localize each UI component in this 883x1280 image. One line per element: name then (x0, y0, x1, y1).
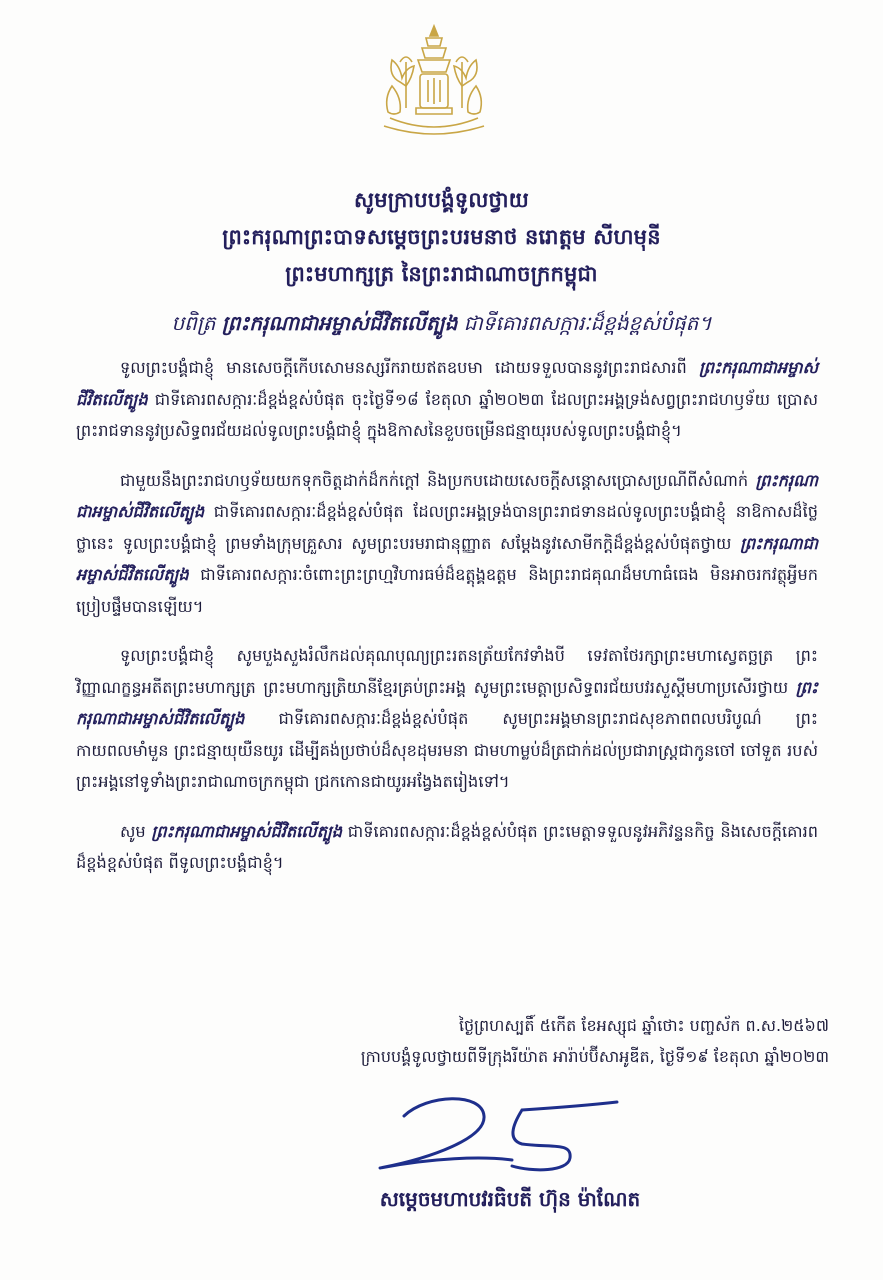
p1-text-a: ទូលព្រះបង្គំជាខ្ញុំ មានសេចក្តីកើបសោមនស្សរីករាយឥតឧបមា ដោយទទួលបាននូវព្រះរាជសារពី (120, 358, 687, 377)
date-block (209, 1010, 829, 1072)
address-prefix: បពិត្រ (171, 311, 216, 335)
p2-text-c: ជាទីគោរពសក្ការៈដ៏ខ្ពង់ខ្ពស់បំផុត ដែលព្រះអង្គទ្រង់បានព្រះរាជទានដល់ទូលព្រះបង្គំជាខ្ញុំ នាឱកាសដ៏ថ្លៃថ្លានេះ ទូលព្រះបង្គំជាខ្ញុំ ព្រមទាំងក្រុមគ្រួសារ សូមព្រះបរមរាជានុញ្ញាត សម្តែងនូវសោមីកក្តិដ៏ខ្ពង់ខ្ពស់បំផុតថ្វាយ (76, 502, 818, 553)
p4-text-c: ជាទីគោរពសក្ការៈដ៏ខ្ពង់ខ្ពស់បំផុត ព្រះមេត្តាទទួលនូវអភិវន្ទនកិច្ច និងសេចក្តីគោរពដ៏ខ្ពង់ខ្ពស់បំផុត ពីទូលព្រះបង្គំជាខ្ញុំ។ (76, 821, 818, 872)
p2-honorific-2: ព្រះករុណាជាអម្ចាស់ជីវិតលើត្បូង (76, 533, 818, 584)
handwritten-signature (372, 1086, 622, 1176)
letter-header (60, 182, 823, 293)
p1-honorific: ព្រះករុណាជាអម្ចាស់ជីវិតលើត្បូង (76, 358, 818, 409)
p3-text-a: ទូលព្រះបង្គំជាខ្ញុំ សូមបួងសួងរំលឹកដល់គុណបុណ្យព្រះរតនត្រ័យកែវទាំងបី ទេវតាថែរក្សាព្រះមហាស្វេតច្ឆត្រ ព្រះវិញ្ញាណក្ខន្ធអតីតព្រះមហាក្សត្រ ព្រះមហាក្សត្រិយានីខ្មែរគ្រប់ព្រះអង្គ សូមព្រះមេត្តាប្រសិទ្ធពរជ័យបវរសួស្តីមហាប្រសើរថ្វាយ (76, 646, 818, 697)
p3-text-c: ជាទីគោរពសក្ការៈដ៏ខ្ពង់ខ្ពស់បំផុត សូមព្រះអង្គមានព្រះរាជសុខភាពពលបរិបូណ៌ ព្រះកាយពលមាំមួន ព្រះជន្មាយុយឺនយូរ ដើម្បីគង់ប្រថាប់ដ៏សុខដុមរមនា ជាមហាម្លប់ដ៏ត្រជាក់ដល់ប្រជារាស្ត្រជាកូនចៅ ចៅទួត របស់ព្រះអង្គនៅទូទាំងព្រះរាជាណាចក្រកម្ពុជា ជ្រកកោនជាយូរអង្វែងតរៀងទៅ។ (76, 709, 818, 791)
paragraph-3 (76, 640, 818, 798)
paragraph-4 (76, 816, 818, 879)
signer-name: សម្តេចមហាបវរធិបតី ហ៊ុន ម៉ាណែត (379, 1187, 641, 1211)
salutation-line: សូមក្រាបបង្គំទូលថ្វាយ (354, 188, 529, 212)
paragraph-1 (76, 352, 818, 447)
address-line (80, 310, 803, 340)
letter-body (76, 352, 818, 897)
p3-honorific: ព្រះករុណាជាអម្ចាស់ជីវិតលើត្បូង (76, 677, 818, 728)
p4-honorific: ព្រះករុណាជាអម្ចាស់ជីវិតលើត្បូង (151, 821, 343, 841)
lunar-date: ថ្ងៃព្រហស្បតិ៍ ៥កើត ខែអស្សុជ ឆ្នាំថោះ បញ្ចស័ក ព.ស.២៥៦៧ (458, 1016, 829, 1035)
address-title: ព្រះករុណាជាអម្ចាស់ជីវិតលើត្បូង (221, 311, 458, 335)
p2-text-a: ជាមួយនឹងព្រះរាជហឫទ័យយកទុកចិត្តដាក់ដ៏កក់ក្តៅ និងប្រកបដោយសេចក្តីសន្តោសប្រោសប្រណីពីសំណាក់ (120, 470, 756, 490)
king-title-line: ព្រះករុណាព្រះបាទសម្តេចព្រះបរមនាថ នរោត្តម សីហមុនី (222, 225, 661, 249)
p4-text-a: សូម (120, 821, 152, 841)
p2-text-e: ជាទីគោរពសក្ការៈចំពោះព្រះព្រហ្មវិហារធម៌ដ៏ឧត្តុង្គឧត្តម និងព្រះរាជគុណដ៏មហាធំធេង មិនអាចរកវត្ថុអ្វីមកប្រៀបផ្ទឹមបានឡើយ។ (76, 565, 818, 616)
paragraph-2 (76, 465, 818, 623)
p2-honorific-1: ព្រះករុណាជាអម្ចាស់ជីវិតលើត្បូង (76, 470, 818, 521)
p1-text-c: ជាទីគោរពសក្ការៈដ៏ខ្ពង់ខ្ពស់បំផុត ចុះថ្ងៃទី១៨ ខែតុលា ឆ្នាំ២០២៣ ដែលព្រះអង្គទ្រង់សព្វព្រះរាជហឫទ័យ ប្រោសព្រះរាជទាននូវប្រសិទ្ធពរជ័យដល់ទូលព្រះបង្គំជាខ្ញុំ ក្នុងឱកាសនៃខួបចម្រើនជន្មាយុរបស់ទូលព្រះបង្គំជាខ្ញុំ។ (76, 389, 818, 440)
royal-coat-of-arms-icon (370, 22, 498, 140)
solar-date-place: ក្រាបបង្គំទូលថ្វាយពីទីក្រុងរីយ៉ាត អារ៉ាប់ប៊ីសាអូឌីត, ថ្ងៃទី១៩ ខែតុលា ឆ្នាំ២០២៣ (360, 1047, 829, 1066)
address-suffix: ជាទីគោរពសក្ការៈដ៏ខ្ពង់ខ្ពស់បំផុត។ (457, 311, 712, 335)
kingdom-line: ព្រះមហាក្សត្រ នៃព្រះរាជាណាចក្រកម្ពុជា (285, 262, 598, 286)
